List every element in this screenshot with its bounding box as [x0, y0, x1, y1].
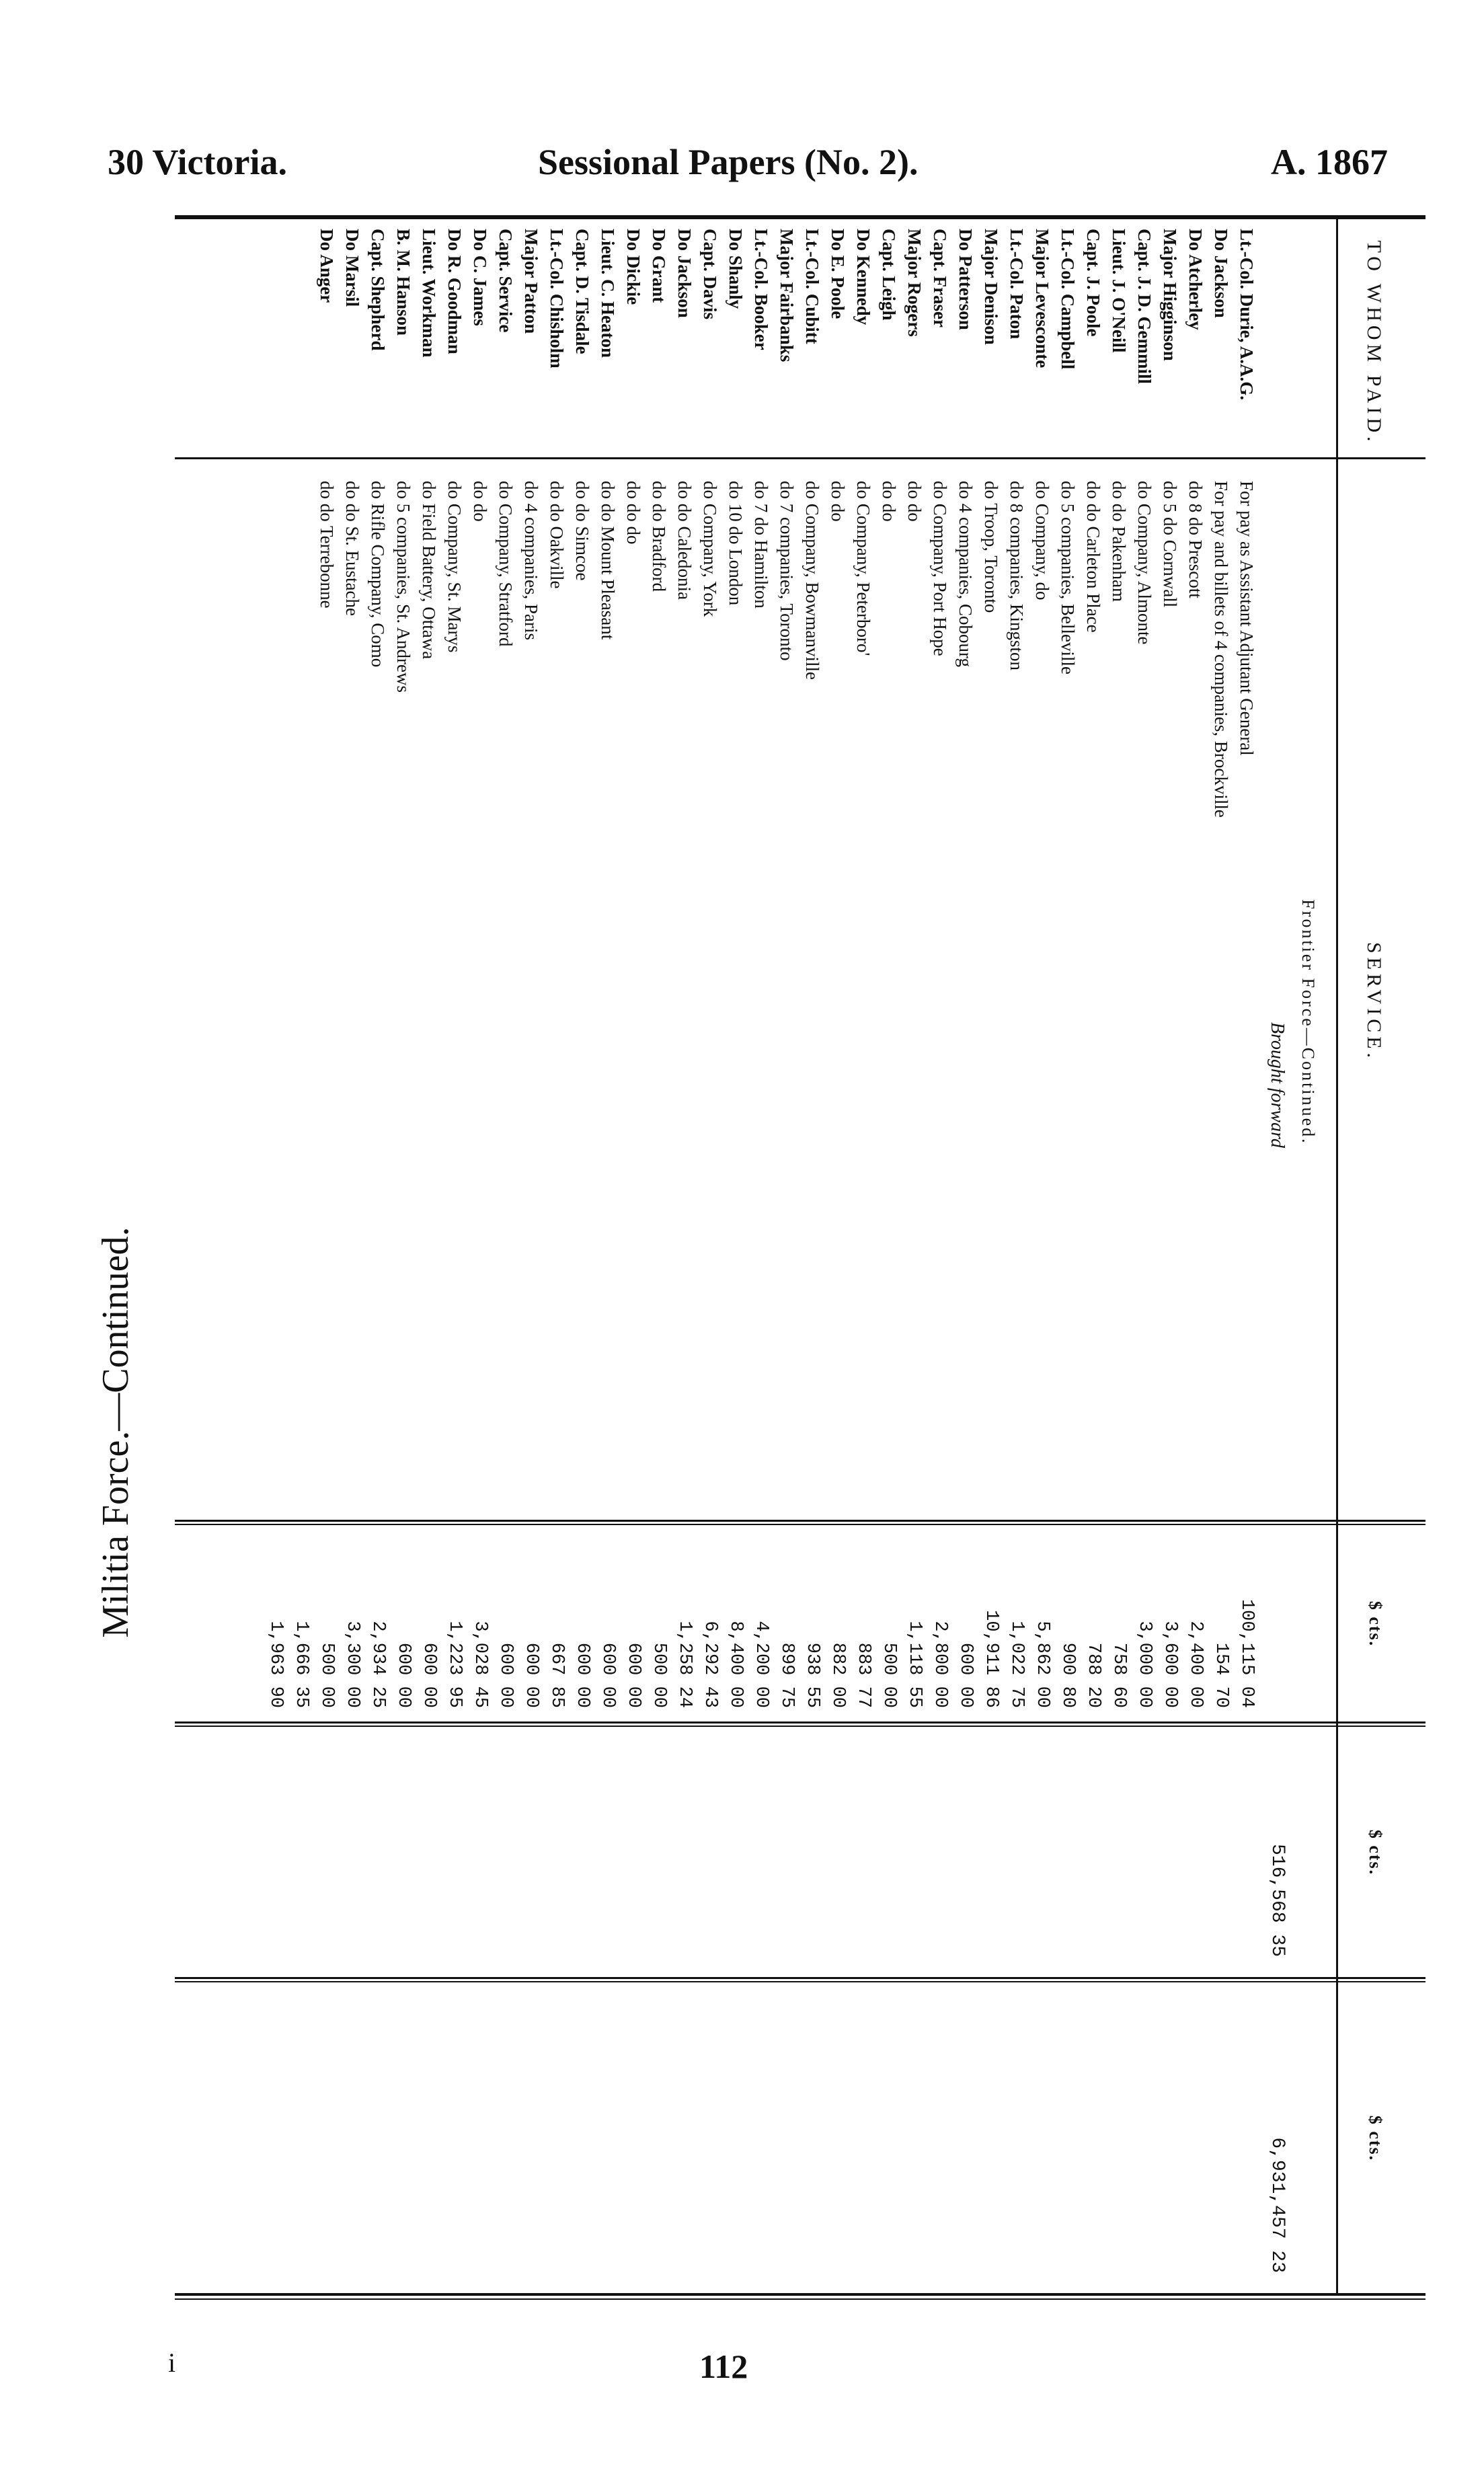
row-whom: Capt. J. D. Gemmill: [1134, 229, 1155, 384]
row-whom: Lt.-Col. Chisholm: [547, 229, 567, 369]
row-amount: 883 77: [853, 1642, 873, 1708]
row-whom: Do Jackson: [674, 229, 695, 318]
row-whom: Major Rogers: [904, 229, 925, 337]
table-row: [1235, 215, 1257, 2454]
table-row: [264, 215, 286, 2454]
table-row: [545, 215, 568, 2454]
table-row: [366, 215, 389, 2454]
row-service: do do Caledonia: [674, 481, 695, 600]
row-service: do 4 companies, Cobourg: [955, 481, 976, 667]
table-row: [877, 215, 900, 2454]
row-service: do do do: [623, 481, 643, 545]
row-service: do Company, Stratford: [496, 481, 516, 647]
row-whom: Do Marsil: [342, 229, 362, 307]
row-service: do 8 companies, Kingston: [1007, 481, 1027, 670]
row-amount: 3,028 45: [470, 1621, 490, 1708]
row-amount: 10,911 86: [981, 1610, 1001, 1708]
row-service: do do: [904, 481, 925, 522]
row-service: do Company, Port Hope: [930, 481, 950, 656]
table-row: [622, 215, 644, 2454]
table-row: [1210, 215, 1232, 2454]
row-amount: 899 75: [777, 1642, 797, 1708]
section-heading: Frontier Force—Continued.: [1298, 899, 1318, 1145]
row-service: do Company, Almonte: [1134, 481, 1155, 645]
row-whom: Lt.-Col. Campbell: [1058, 229, 1078, 370]
side-title: Militia Force.—Continued.: [95, 1227, 136, 1638]
row-amount: 600 00: [955, 1642, 976, 1708]
row-service: do do Simcoe: [572, 481, 592, 581]
row-amount: 1,666 35: [291, 1621, 311, 1708]
row-service: do do: [828, 481, 848, 522]
row-whom: Lt.-Col. Durie, A.A.G.: [1237, 229, 1257, 400]
table-row: [290, 215, 312, 2454]
row-whom: B. M. Hanson: [393, 229, 414, 336]
row-amount: 8,400 00: [726, 1621, 746, 1708]
row-amount: 600 00: [598, 1642, 618, 1708]
row-whom: Capt. Fraser: [930, 229, 950, 327]
table-row: [494, 215, 516, 2454]
table-row: [724, 215, 746, 2454]
col-head-service: SERVICE.: [1363, 941, 1385, 1062]
row-amount: 500 00: [317, 1642, 337, 1708]
col-head-total: $ cts.: [1366, 1829, 1385, 1876]
row-whom: Do R. Goodman: [444, 229, 465, 354]
table-row: [980, 215, 1002, 2454]
row-amount: 2,400 00: [1185, 1621, 1206, 1708]
row-amount: 1,223 95: [444, 1621, 465, 1708]
table-row: [826, 215, 849, 2454]
row-amount: 3,300 00: [342, 1621, 362, 1708]
table-row: [315, 215, 338, 2454]
row-whom: Major Levesconte: [1032, 229, 1052, 369]
row-amount: 1,118 55: [904, 1621, 925, 1708]
row-whom: Capt. Service: [496, 229, 516, 333]
row-whom: Capt. Shepherd: [368, 229, 388, 351]
side-title-strip: [94, 793, 155, 2071]
row-amount: 1,258 24: [674, 1621, 695, 1708]
row-amount: 788 20: [1083, 1642, 1103, 1708]
row-service: do Company, Peterboro': [853, 481, 873, 656]
row-service: do do Mount Pleasant: [598, 481, 618, 640]
page-number: 112: [699, 2348, 748, 2385]
row-service: do do Carleton Place: [1083, 481, 1103, 633]
row-service: do do Pakenham: [1109, 481, 1129, 602]
row-amount: 6,292 43: [700, 1621, 720, 1708]
row-amount: 3,600 00: [1160, 1621, 1180, 1708]
table-row: [903, 215, 925, 2454]
row-amount: 882 00: [828, 1642, 848, 1708]
brought-forward-total: 516,568 35: [1267, 1843, 1288, 1957]
row-whom: Capt. D. Tisdale: [572, 229, 592, 354]
row-whom: Do Anger: [317, 229, 337, 303]
table-row: [341, 215, 363, 2454]
row-whom: Do Shanly: [726, 229, 746, 309]
table-row: [699, 215, 721, 2454]
col-head-amount: $ cts.: [1366, 1600, 1385, 1648]
row-service: do do: [470, 481, 490, 522]
row-whom: Do Dickie: [623, 229, 643, 305]
row-amount: 600 00: [572, 1642, 592, 1708]
row-whom: Capt. Leigh: [879, 229, 899, 321]
row-amount: 2,800 00: [930, 1621, 950, 1708]
row-service: do Company, Bowmanville: [802, 481, 822, 680]
row-amount: 4,200 00: [751, 1621, 771, 1708]
row-whom: Lt.-Col. Paton: [1007, 229, 1027, 340]
ledger-table: [175, 215, 1426, 2454]
row-amount: 1,022 75: [1007, 1621, 1027, 1708]
row-amount: 900 80: [1058, 1642, 1078, 1708]
row-amount: 600 00: [521, 1642, 541, 1708]
row-amount: 500 00: [879, 1642, 899, 1708]
row-service: do Company, do: [1032, 481, 1052, 601]
row-amount: 3,000 00: [1134, 1621, 1155, 1708]
row-service: For pay as Assistant Adjutant General: [1237, 481, 1257, 756]
table-row: [392, 215, 414, 2454]
row-whom: Do E. Poole: [828, 229, 848, 319]
col-head-whom: TO WHOM PAID.: [1363, 240, 1385, 446]
table-row: [1031, 215, 1053, 2454]
header-year: A. 1867: [1271, 142, 1388, 182]
row-whom: Major Patton: [521, 229, 541, 334]
row-service: do 4 companies, Paris: [521, 481, 541, 640]
row-whom: Capt. Davis: [700, 229, 720, 320]
header-title: Sessional Papers (No. 2).: [538, 142, 919, 182]
row-whom: Lt.-Col. Booker: [751, 229, 771, 350]
row-whom: Lt.-Col. Cubitt: [802, 229, 822, 344]
row-amount: 600 00: [419, 1642, 439, 1708]
row-service: For pay and billets of 4 companies, Brockville: [1211, 481, 1231, 818]
row-amount: 2,934 25: [368, 1621, 388, 1708]
table-row: [596, 215, 619, 2454]
row-whom: Do Jackson: [1211, 229, 1231, 318]
row-amount: 600 00: [496, 1642, 516, 1708]
row-whom: Major Higginson: [1160, 229, 1180, 361]
table-row: [443, 215, 465, 2454]
head-rule: [1336, 215, 1338, 2293]
row-amount: 667 85: [547, 1642, 567, 1708]
table-row: [1184, 215, 1206, 2454]
row-whom: Major Fairbanks: [777, 229, 797, 362]
row-service: do 7 companies, Toronto: [777, 481, 797, 661]
row-service: do 10 do London: [726, 481, 746, 606]
row-service: do Company, York: [700, 481, 720, 617]
table-row: [1082, 215, 1104, 2454]
table-row: [1107, 215, 1130, 2454]
table-row: [469, 215, 491, 2454]
table-row: [520, 215, 542, 2454]
row-service: do Rifle Company, Como: [368, 481, 388, 668]
table-row: [571, 215, 593, 2454]
header-session: 30 Victoria.: [108, 142, 287, 182]
row-amount: 600 00: [393, 1642, 414, 1708]
row-service: do Company, St. Marys: [444, 481, 465, 653]
table-row: [852, 215, 874, 2454]
row-service: do Troop, Toronto: [981, 481, 1001, 613]
table-row: [1159, 215, 1181, 2454]
row-service: do do Oakville: [547, 481, 567, 589]
row-whom: Do C. James: [470, 229, 490, 326]
brought-forward-label: Brought forward: [1267, 1022, 1288, 1148]
row-amount: 1,963 90: [266, 1621, 286, 1708]
table-row: [648, 215, 670, 2454]
table-row: [1056, 215, 1079, 2454]
row-amount: 100,115 04: [1237, 1598, 1257, 1708]
table-row: [801, 215, 823, 2454]
row-whom: Do Atcherley: [1185, 229, 1206, 330]
row-amount: 600 00: [623, 1642, 643, 1708]
table-row: [750, 215, 772, 2454]
table-row: [1005, 215, 1027, 2454]
row-amount: 758 60: [1109, 1642, 1129, 1708]
row-service: do do: [879, 481, 899, 522]
row-service: do do Bradford: [649, 481, 669, 592]
row-service: do do Terrebonne: [317, 481, 337, 609]
row-service: do Field Battery, Ottawa: [419, 481, 439, 660]
row-service: do 5 do Cornwall: [1160, 481, 1180, 608]
row-amount: 154 70: [1211, 1642, 1231, 1708]
row-whom: Lieut. Workman: [419, 229, 439, 358]
table-row: [954, 215, 976, 2454]
row-whom: Do Grant: [649, 229, 669, 303]
table-row: [929, 215, 951, 2454]
row-amount: 938 55: [802, 1642, 822, 1708]
row-service: do 5 companies, St. Andrews: [393, 481, 414, 693]
margin-mark: i: [168, 2348, 176, 2378]
row-whom: Do Patterson: [955, 229, 976, 330]
row-service: do 7 do Hamilton: [751, 481, 771, 609]
brought-forward-grand: 6,931,457 23: [1267, 2137, 1288, 2273]
row-whom: Capt. J. Poole: [1083, 229, 1103, 337]
row-whom: Do Kennedy: [853, 229, 873, 325]
row-amount: 5,862 00: [1032, 1621, 1052, 1708]
row-whom: Major Denison: [981, 229, 1001, 345]
table-row: [775, 215, 797, 2454]
row-whom: Lieut. J. O'Neill: [1109, 229, 1129, 353]
row-service: do do St. Eustache: [342, 481, 362, 616]
row-service: do 5 companies, Belleville: [1058, 481, 1078, 674]
table-row: [673, 215, 695, 2454]
row-service: do 8 do Prescott: [1185, 481, 1206, 598]
page-header: [0, 141, 1484, 202]
col-head-grand: $ cts.: [1366, 2115, 1385, 2162]
table-row: [1133, 215, 1155, 2454]
row-whom: Lieut. C. Heaton: [598, 229, 618, 358]
row-amount: 500 00: [649, 1642, 669, 1708]
table-row: [418, 215, 440, 2454]
